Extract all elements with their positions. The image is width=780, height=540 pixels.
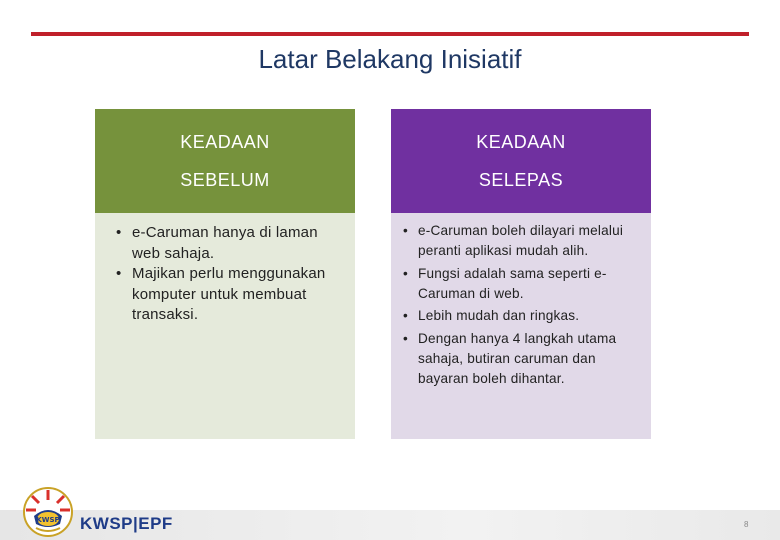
- before-card-header: [95, 109, 355, 213]
- after-card-header: [391, 109, 651, 213]
- list-item: • Dengan hanya 4 langkah utama sahaja, butiran caruman dan bayaran boleh dihantar.: [397, 329, 645, 389]
- list-item: • e-Caruman boleh dilayari melalui peranti aplikasi mudah alih.: [397, 221, 645, 261]
- top-accent-rule: [31, 32, 749, 36]
- after-bullet-list: [397, 221, 645, 389]
- list-item: • Fungsi adalah sama seperti e-Caruman di web.: [397, 264, 645, 304]
- after-heading-line2: SELEPAS: [478, 170, 564, 190]
- after-card: [391, 109, 651, 439]
- kwsp-logo-icon: [22, 486, 74, 538]
- before-heading-line2: SEBELUM: [180, 170, 270, 190]
- page-number: 8: [744, 520, 749, 529]
- logo-lettering: KWSP: [36, 516, 60, 524]
- before-heading-line1: KEADAAN: [180, 132, 270, 152]
- page-title: Latar Belakang Inisiatif: [258, 44, 522, 74]
- before-card-body: [95, 213, 355, 439]
- list-item: • e-Caruman hanya di laman web sahaja.: [105, 223, 345, 264]
- after-card-body: [391, 213, 651, 439]
- list-item: • Lebih mudah dan ringkas.: [397, 306, 645, 326]
- list-item: • Majikan perlu menggunakan komputer untuk membuat transaksi.: [105, 264, 345, 326]
- before-bullet-list: [105, 223, 345, 326]
- brand-wordmark: KWSP|EPF: [80, 514, 173, 533]
- before-card: [95, 109, 355, 439]
- after-heading-line1: KEADAAN: [476, 132, 566, 152]
